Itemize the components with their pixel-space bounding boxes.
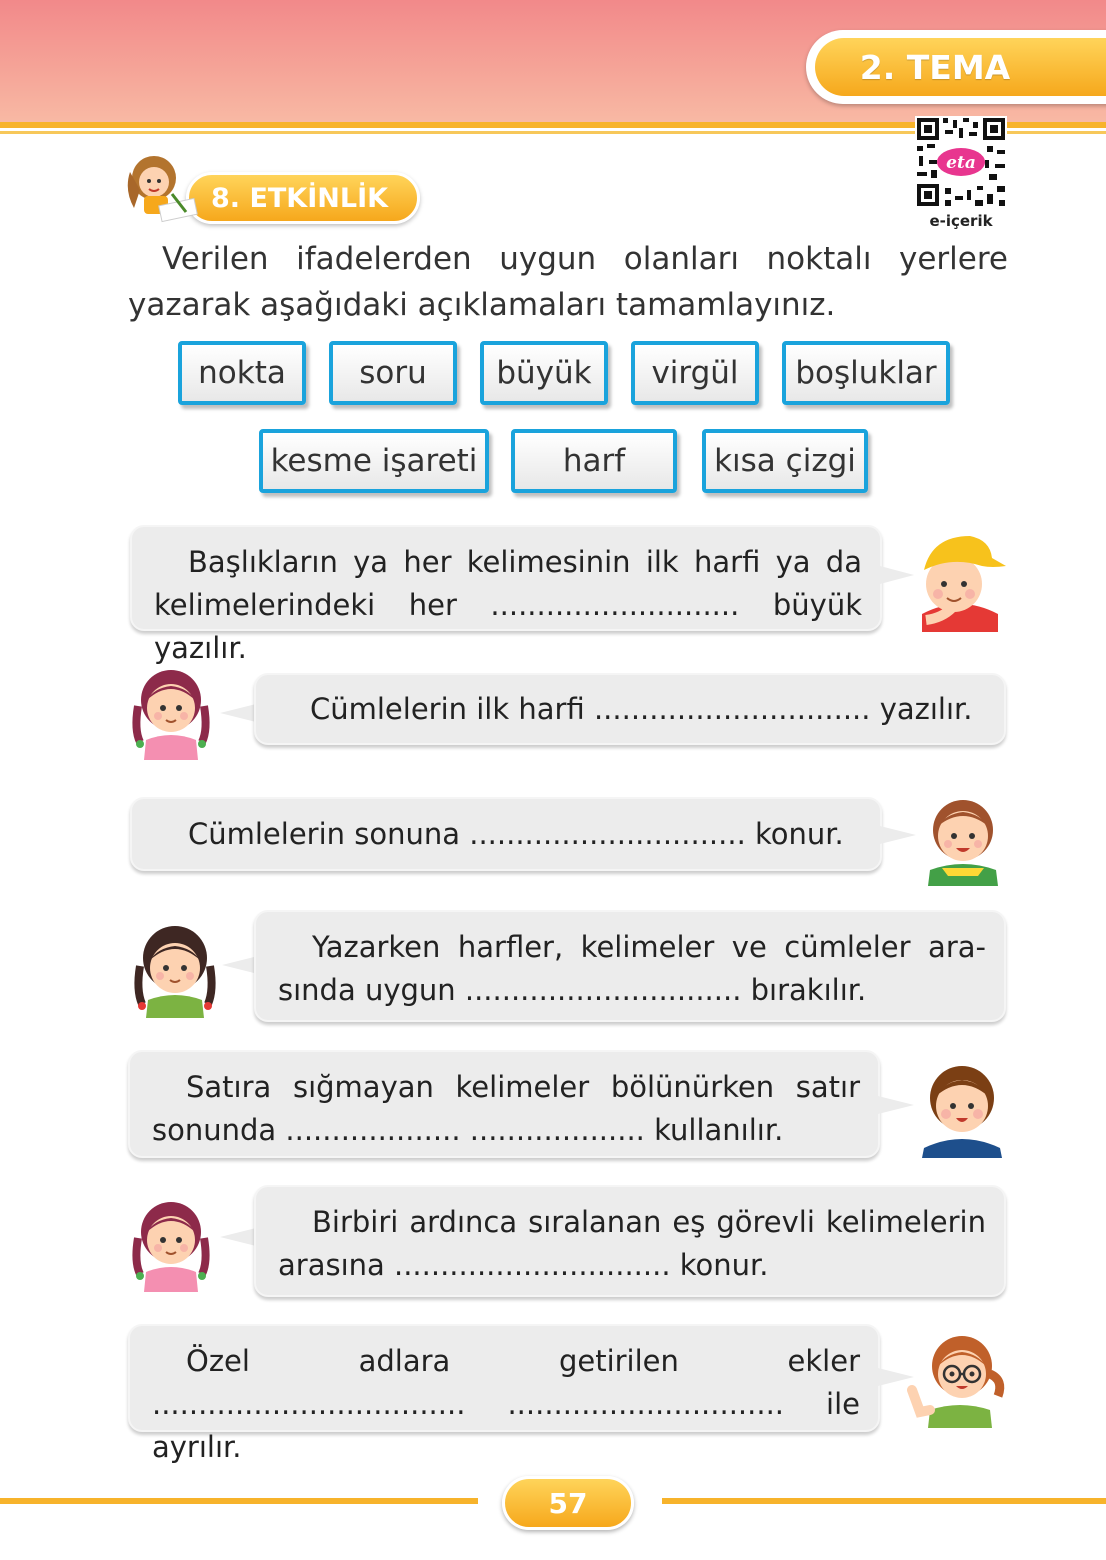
qr-logo-text: eta <box>946 153 976 173</box>
qr-code-icon[interactable] <box>915 116 1007 208</box>
boy-green-shirt-icon <box>918 784 1008 886</box>
activity-title <box>186 172 420 224</box>
boy-blue-shirt-icon <box>916 1052 1008 1158</box>
statement-text-3: Cümlelerin sonuna .............................. konur. <box>188 817 844 851</box>
statement-text-5: Satıra sığmayan kelimeler bölünürken satır sonunda ................... ................... kullanılır. <box>152 1070 860 1147</box>
girl-pink-dress-icon <box>128 1188 214 1292</box>
word-option-virgul[interactable]: virgül <box>631 341 759 405</box>
statement-bubble-2 <box>254 673 1006 745</box>
girl-writing-mascot-icon <box>116 150 200 224</box>
footer-divider-left <box>0 1498 478 1504</box>
bubble-tail <box>880 826 916 844</box>
qr-caption: e-içerik <box>929 212 993 230</box>
instruction-text: Verilen ifadelerden uygun olanları noktalı yerlere yazarak aşağıdaki açıklamaları tamamlayınız. <box>128 241 1008 323</box>
statement-bubble-3 <box>130 797 882 871</box>
word-option-nokta[interactable]: nokta <box>178 341 306 405</box>
boy-yellow-cap-icon <box>912 522 1008 632</box>
footer-divider-right <box>662 1498 1106 1504</box>
statement-bubble-4 <box>254 910 1006 1022</box>
bubble-tail <box>878 1096 914 1114</box>
girl-pink-dress-icon <box>128 656 214 760</box>
statement-text-1: Başlıkların ya her kelimesinin ilk harfi ya da kelimelerindeki her ........................... büyük yazılır. <box>154 545 862 665</box>
word-option-soru[interactable]: soru <box>329 341 457 405</box>
word-option-harf[interactable]: harf <box>511 429 677 493</box>
statement-text-7: Özel adlara getirilen ekler .................................. .............................. ile ayrılır. <box>152 1344 860 1464</box>
bubble-tail <box>880 566 914 584</box>
girl-glasses-waving-icon <box>906 1320 1008 1428</box>
statement-bubble-7 <box>128 1324 880 1464</box>
statement-bubble-1 <box>130 525 882 665</box>
word-option-buyuk[interactable]: büyük <box>480 341 608 405</box>
statement-bubble-6 <box>254 1185 1006 1297</box>
statement-text-2: Cümlelerin ilk harfi .............................. yazılır. <box>310 692 973 726</box>
statement-bubble-5 <box>128 1050 880 1158</box>
word-option-kesme-isareti[interactable]: kesme işareti <box>259 429 489 493</box>
girl-green-dress-icon <box>130 914 220 1018</box>
bubble-tail <box>220 704 256 722</box>
word-option-bosluklar[interactable]: boşluklar <box>782 341 950 405</box>
bubble-tail <box>222 956 258 974</box>
statement-text-4: Yazarken harfler, kelimeler ve cümleler ara-sında uygun .............................. bırakılır. <box>278 930 986 1007</box>
theme-tab-label: 2. TEMA <box>815 38 1106 96</box>
word-option-kisa-cizgi[interactable]: kısa çizgi <box>702 429 868 493</box>
statement-text-6: Birbiri ardınca sıralanan eş görevli kelimelerin arasına .............................. konur. <box>278 1205 986 1282</box>
bubble-tail <box>220 1228 256 1246</box>
activity-title-text: 8. ETKİNLİK <box>211 182 389 214</box>
page-number: 57 <box>502 1476 634 1530</box>
